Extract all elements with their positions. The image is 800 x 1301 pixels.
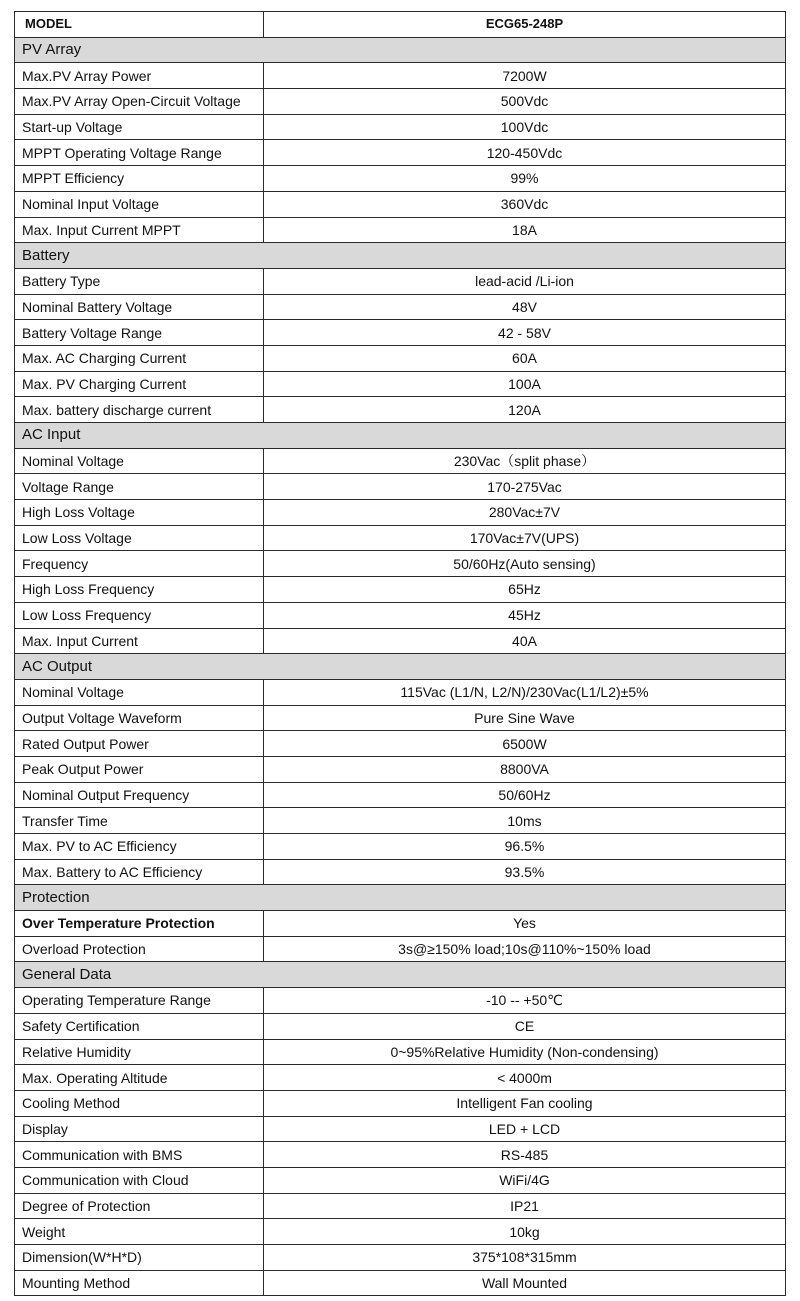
spec-row bbox=[15, 911, 786, 937]
spec-value: RS-485 bbox=[264, 1142, 786, 1168]
spec-label: Degree of Protection bbox=[15, 1193, 264, 1219]
spec-value: 120A bbox=[264, 397, 786, 423]
spec-row bbox=[15, 551, 786, 577]
spec-row bbox=[15, 731, 786, 757]
spec-label: Over Temperature Protection bbox=[15, 911, 264, 937]
section-header-ac-input bbox=[15, 423, 786, 449]
spec-label: Dimension(W*H*D) bbox=[15, 1245, 264, 1271]
spec-value: 360Vdc bbox=[264, 191, 786, 217]
spec-row bbox=[15, 1270, 786, 1296]
spec-label: Rated Output Power bbox=[15, 731, 264, 757]
spec-value: 230Vac（split phase） bbox=[264, 448, 786, 474]
spec-table bbox=[14, 11, 786, 1296]
spec-value: LED + LCD bbox=[264, 1116, 786, 1142]
spec-row bbox=[15, 602, 786, 628]
spec-row bbox=[15, 859, 786, 885]
spec-label: Cooling Method bbox=[15, 1090, 264, 1116]
spec-value: 7200W bbox=[264, 63, 786, 89]
spec-row bbox=[15, 1167, 786, 1193]
spec-value: 40A bbox=[264, 628, 786, 654]
spec-value: CE bbox=[264, 1013, 786, 1039]
spec-value: 170-275Vac bbox=[264, 474, 786, 500]
spec-value: 115Vac (L1/N, L2/N)/230Vac(L1/L2)±5% bbox=[264, 679, 786, 705]
spec-label: Max. AC Charging Current bbox=[15, 345, 264, 371]
spec-label: Nominal Voltage bbox=[15, 679, 264, 705]
spec-value: 10kg bbox=[264, 1219, 786, 1245]
spec-label: Relative Humidity bbox=[15, 1039, 264, 1065]
spec-value: 10ms bbox=[264, 808, 786, 834]
spec-label: Max. Operating Altitude bbox=[15, 1065, 264, 1091]
spec-label: Max.PV Array Open-Circuit Voltage bbox=[15, 89, 264, 115]
spec-row bbox=[15, 474, 786, 500]
spec-value: WiFi/4G bbox=[264, 1167, 786, 1193]
spec-row bbox=[15, 834, 786, 860]
spec-label: Low Loss Frequency bbox=[15, 602, 264, 628]
spec-value: IP21 bbox=[264, 1193, 786, 1219]
spec-row bbox=[15, 808, 786, 834]
spec-row bbox=[15, 320, 786, 346]
model-value: ECG65-248P bbox=[264, 12, 786, 38]
spec-row bbox=[15, 345, 786, 371]
spec-row bbox=[15, 1193, 786, 1219]
spec-row bbox=[15, 63, 786, 89]
spec-row bbox=[15, 936, 786, 962]
spec-value: 48V bbox=[264, 294, 786, 320]
spec-label: Max.PV Array Power bbox=[15, 63, 264, 89]
spec-value: 8800VA bbox=[264, 756, 786, 782]
spec-label: Max. Input Current MPPT bbox=[15, 217, 264, 243]
spec-label: Low Loss Voltage bbox=[15, 525, 264, 551]
spec-label: Max. Battery to AC Efficiency bbox=[15, 859, 264, 885]
spec-label: High Loss Frequency bbox=[15, 577, 264, 603]
spec-value: 93.5% bbox=[264, 859, 786, 885]
section-title: General Data bbox=[15, 962, 786, 988]
section-title: Protection bbox=[15, 885, 786, 911]
spec-value: 100A bbox=[264, 371, 786, 397]
spec-table-body bbox=[15, 12, 786, 1296]
spec-label: Max. Input Current bbox=[15, 628, 264, 654]
spec-row bbox=[15, 500, 786, 526]
spec-value: 65Hz bbox=[264, 577, 786, 603]
spec-row bbox=[15, 114, 786, 140]
section-title: AC Input bbox=[15, 423, 786, 449]
spec-row bbox=[15, 89, 786, 115]
spec-row bbox=[15, 191, 786, 217]
spec-row bbox=[15, 525, 786, 551]
spec-value: 60A bbox=[264, 345, 786, 371]
spec-value: 50/60Hz bbox=[264, 782, 786, 808]
spec-label: Communication with Cloud bbox=[15, 1167, 264, 1193]
spec-value: 170Vac±7V(UPS) bbox=[264, 525, 786, 551]
spec-row bbox=[15, 1116, 786, 1142]
spec-label: Nominal Voltage bbox=[15, 448, 264, 474]
spec-label: Overload Protection bbox=[15, 936, 264, 962]
spec-row bbox=[15, 1090, 786, 1116]
spec-value: 50/60Hz(Auto sensing) bbox=[264, 551, 786, 577]
section-title: PV Array bbox=[15, 37, 786, 63]
spec-label: MPPT Operating Voltage Range bbox=[15, 140, 264, 166]
spec-label: MPPT Efficiency bbox=[15, 166, 264, 192]
spec-row bbox=[15, 397, 786, 423]
spec-value: 375*108*315mm bbox=[264, 1245, 786, 1271]
spec-label: Transfer Time bbox=[15, 808, 264, 834]
spec-row bbox=[15, 166, 786, 192]
spec-row bbox=[15, 988, 786, 1014]
spec-row bbox=[15, 1142, 786, 1168]
spec-row bbox=[15, 628, 786, 654]
model-row bbox=[15, 12, 786, 38]
spec-label: Max. PV Charging Current bbox=[15, 371, 264, 397]
spec-row bbox=[15, 294, 786, 320]
spec-label: Start-up Voltage bbox=[15, 114, 264, 140]
spec-value: 3s@≥150% load;10s@110%~150% load bbox=[264, 936, 786, 962]
spec-row bbox=[15, 1039, 786, 1065]
spec-label: Safety Certification bbox=[15, 1013, 264, 1039]
spec-label: Mounting Method bbox=[15, 1270, 264, 1296]
spec-row bbox=[15, 756, 786, 782]
section-header-general-data bbox=[15, 962, 786, 988]
spec-value: Intelligent Fan cooling bbox=[264, 1090, 786, 1116]
spec-row bbox=[15, 577, 786, 603]
spec-label: Nominal Input Voltage bbox=[15, 191, 264, 217]
spec-value: Pure Sine Wave bbox=[264, 705, 786, 731]
model-label: MODEL bbox=[15, 12, 264, 38]
section-header-battery bbox=[15, 243, 786, 269]
spec-row bbox=[15, 217, 786, 243]
spec-value: 45Hz bbox=[264, 602, 786, 628]
spec-row bbox=[15, 268, 786, 294]
spec-value: 0~95%Relative Humidity (Non-condensing) bbox=[264, 1039, 786, 1065]
spec-label: Display bbox=[15, 1116, 264, 1142]
spec-value: 280Vac±7V bbox=[264, 500, 786, 526]
spec-label: High Loss Voltage bbox=[15, 500, 264, 526]
spec-label: Max. battery discharge current bbox=[15, 397, 264, 423]
spec-value: Wall Mounted bbox=[264, 1270, 786, 1296]
spec-row bbox=[15, 371, 786, 397]
section-header-pv-array bbox=[15, 37, 786, 63]
spec-label: Frequency bbox=[15, 551, 264, 577]
spec-label: Max. PV to AC Efficiency bbox=[15, 834, 264, 860]
spec-row bbox=[15, 140, 786, 166]
spec-label: Voltage Range bbox=[15, 474, 264, 500]
spec-value: 18A bbox=[264, 217, 786, 243]
spec-label: Battery Type bbox=[15, 268, 264, 294]
spec-label: Weight bbox=[15, 1219, 264, 1245]
spec-row bbox=[15, 705, 786, 731]
spec-label: Nominal Output Frequency bbox=[15, 782, 264, 808]
spec-label: Output Voltage Waveform bbox=[15, 705, 264, 731]
spec-label: Battery Voltage Range bbox=[15, 320, 264, 346]
section-header-protection bbox=[15, 885, 786, 911]
spec-value: 500Vdc bbox=[264, 89, 786, 115]
spec-row bbox=[15, 782, 786, 808]
spec-value: 6500W bbox=[264, 731, 786, 757]
spec-value: < 4000m bbox=[264, 1065, 786, 1091]
spec-row bbox=[15, 448, 786, 474]
spec-value: Yes bbox=[264, 911, 786, 937]
spec-value: 99% bbox=[264, 166, 786, 192]
section-title: AC Output bbox=[15, 654, 786, 680]
section-title: Battery bbox=[15, 243, 786, 269]
spec-row bbox=[15, 679, 786, 705]
spec-label: Communication with BMS bbox=[15, 1142, 264, 1168]
spec-label: Operating Temperature Range bbox=[15, 988, 264, 1014]
spec-row bbox=[15, 1245, 786, 1271]
spec-row bbox=[15, 1065, 786, 1091]
spec-value: 42 - 58V bbox=[264, 320, 786, 346]
spec-label: Peak Output Power bbox=[15, 756, 264, 782]
spec-value: -10 -- +50℃ bbox=[264, 988, 786, 1014]
spec-label: Nominal Battery Voltage bbox=[15, 294, 264, 320]
spec-row bbox=[15, 1013, 786, 1039]
spec-value: 100Vdc bbox=[264, 114, 786, 140]
spec-value: 96.5% bbox=[264, 834, 786, 860]
spec-row bbox=[15, 1219, 786, 1245]
section-header-ac-output bbox=[15, 654, 786, 680]
spec-value: lead-acid /Li-ion bbox=[264, 268, 786, 294]
spec-value: 120-450Vdc bbox=[264, 140, 786, 166]
